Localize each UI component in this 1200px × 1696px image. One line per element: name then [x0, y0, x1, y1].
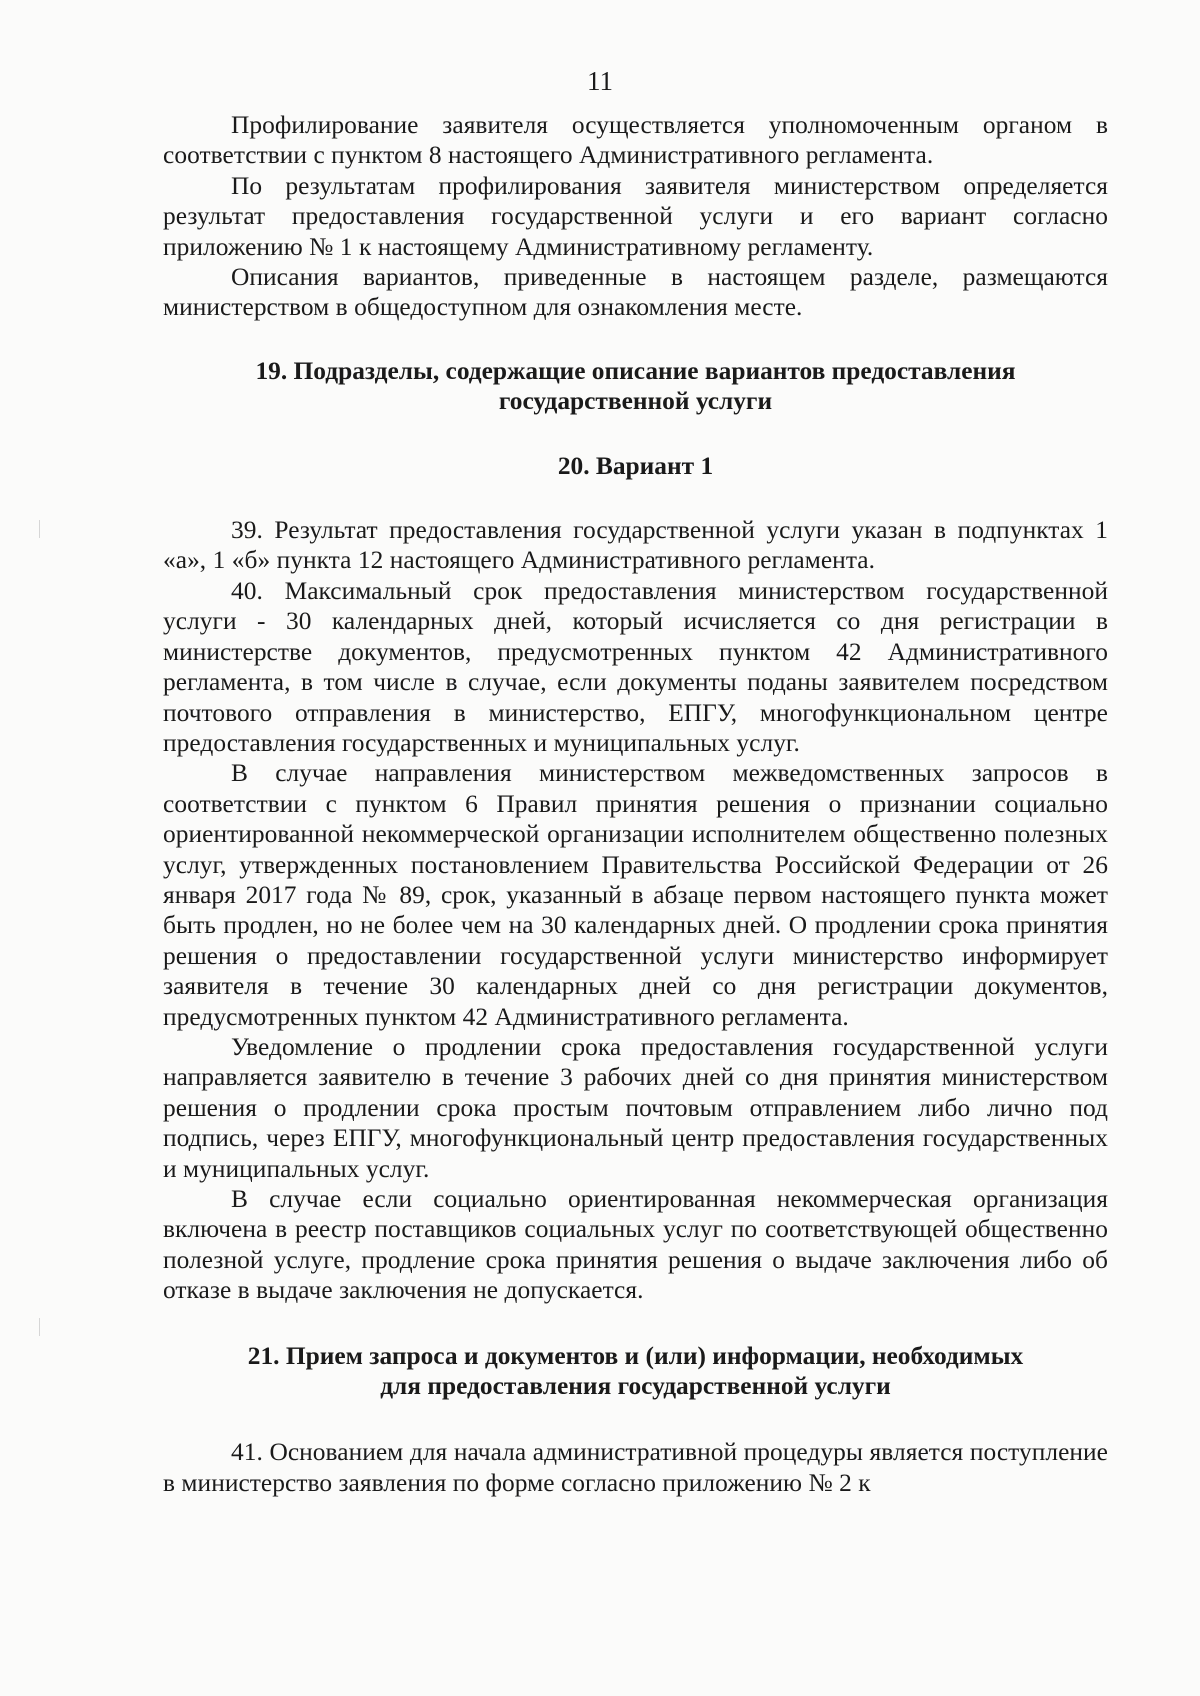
- paragraph-registry-exception: В случае если социально ориентированная некоммерческая организация включена в реестр поставщиков социальных услуг по соответствующей общественно полезной услуге, продление срока принятия решения о выдаче заключения либо об отказе в выдаче заключения не допускается.: [163, 1185, 1108, 1305]
- scan-margin-mark-bottom: [39, 1318, 40, 1336]
- paragraph-extension-notice: Уведомление о продлении срока предоставления государственной услуги направляется заявителю в течение 3 рабочих дней со дня принятия министерством решения о продлении срока простым почтовым отправлением либо лично под подпись, через ЕПГУ, многофункциональный центр предоставления государственных и муниципальных услуг.: [163, 1032, 1108, 1183]
- paragraph-interagency-requests: В случае направления министерством межведомственных запросов в соответствии с пунктом 6 Правил принятия решения о признании социально ориентированной некоммерческой организации исполнителем общественно полезных услуг, утвержденных постановлением Правительства Российской Федерации от 26 января 2017 года № 89, срок, указанный в абзаце первом настоящего пункта может быть продлен, но не более чем на 30 календарных дней. О продлении срока принятия решения о предоставлении государственной услуги министерство информирует заявителя в течение 30 календарных дней со дня регистрации документов, предусмотренных пунктом 42 Административного регламента.: [163, 759, 1108, 1031]
- section-heading-20: 20. Вариант 1: [557, 451, 714, 480]
- section-heading-21: [163, 1341, 1108, 1402]
- paragraph-profiling-result: По результатам профилирования заявителя министерством определяется результат предоставления государственной услуги и его вариант согласно приложению № 1 к настоящему Административному регламенту.: [163, 171, 1108, 261]
- section-heading-21-line2: для предоставления государственной услуги: [380, 1372, 891, 1401]
- section-heading-21-line1: 21. Прием запроса и документов и (или) информации, необходимых: [247, 1341, 1024, 1370]
- paragraph-40: 40. Максимальный срок предоставления министерством государственной услуги - 30 календарных дней, который исчисляется со дня регистрации в министерстве документов, предусмотренных пунктом 42 Административного регламента, в том числе в случае, если документы поданы заявителем посредством почтового отправления в министерство, ЕПГУ, многофункциональном центре предоставления государственных и муниципальных услуг.: [163, 576, 1108, 757]
- section-heading-19-line1: 19. Подразделы, содержащие описание вариантов предоставления: [255, 356, 1016, 385]
- section-heading-19-line2: государственной услуги: [498, 387, 773, 416]
- section-heading-19: [163, 356, 1108, 417]
- paragraph-39: 39. Результат предоставления государственной услуги указан в подпунктах 1 «а», 1 «б» пункта 12 настоящего Административного регламента.: [163, 516, 1108, 575]
- paragraph-variants-placement: Описания вариантов, приведенные в настоящем разделе, размещаются министерством в общедоступном для ознакомления месте.: [163, 263, 1108, 322]
- paragraph-profiling: Профилирование заявителя осуществляется уполномоченным органом в соответствии с пунктом 8 настоящего Административного регламента.: [163, 111, 1108, 170]
- paragraph-41: 41. Основанием для начала административной процедуры является поступление в министерство заявления по форме согласно приложению № 2 к: [163, 1438, 1108, 1497]
- document-body: [163, 110, 1108, 1498]
- page-number: 11: [587, 66, 613, 96]
- scan-margin-mark-top: [39, 520, 40, 538]
